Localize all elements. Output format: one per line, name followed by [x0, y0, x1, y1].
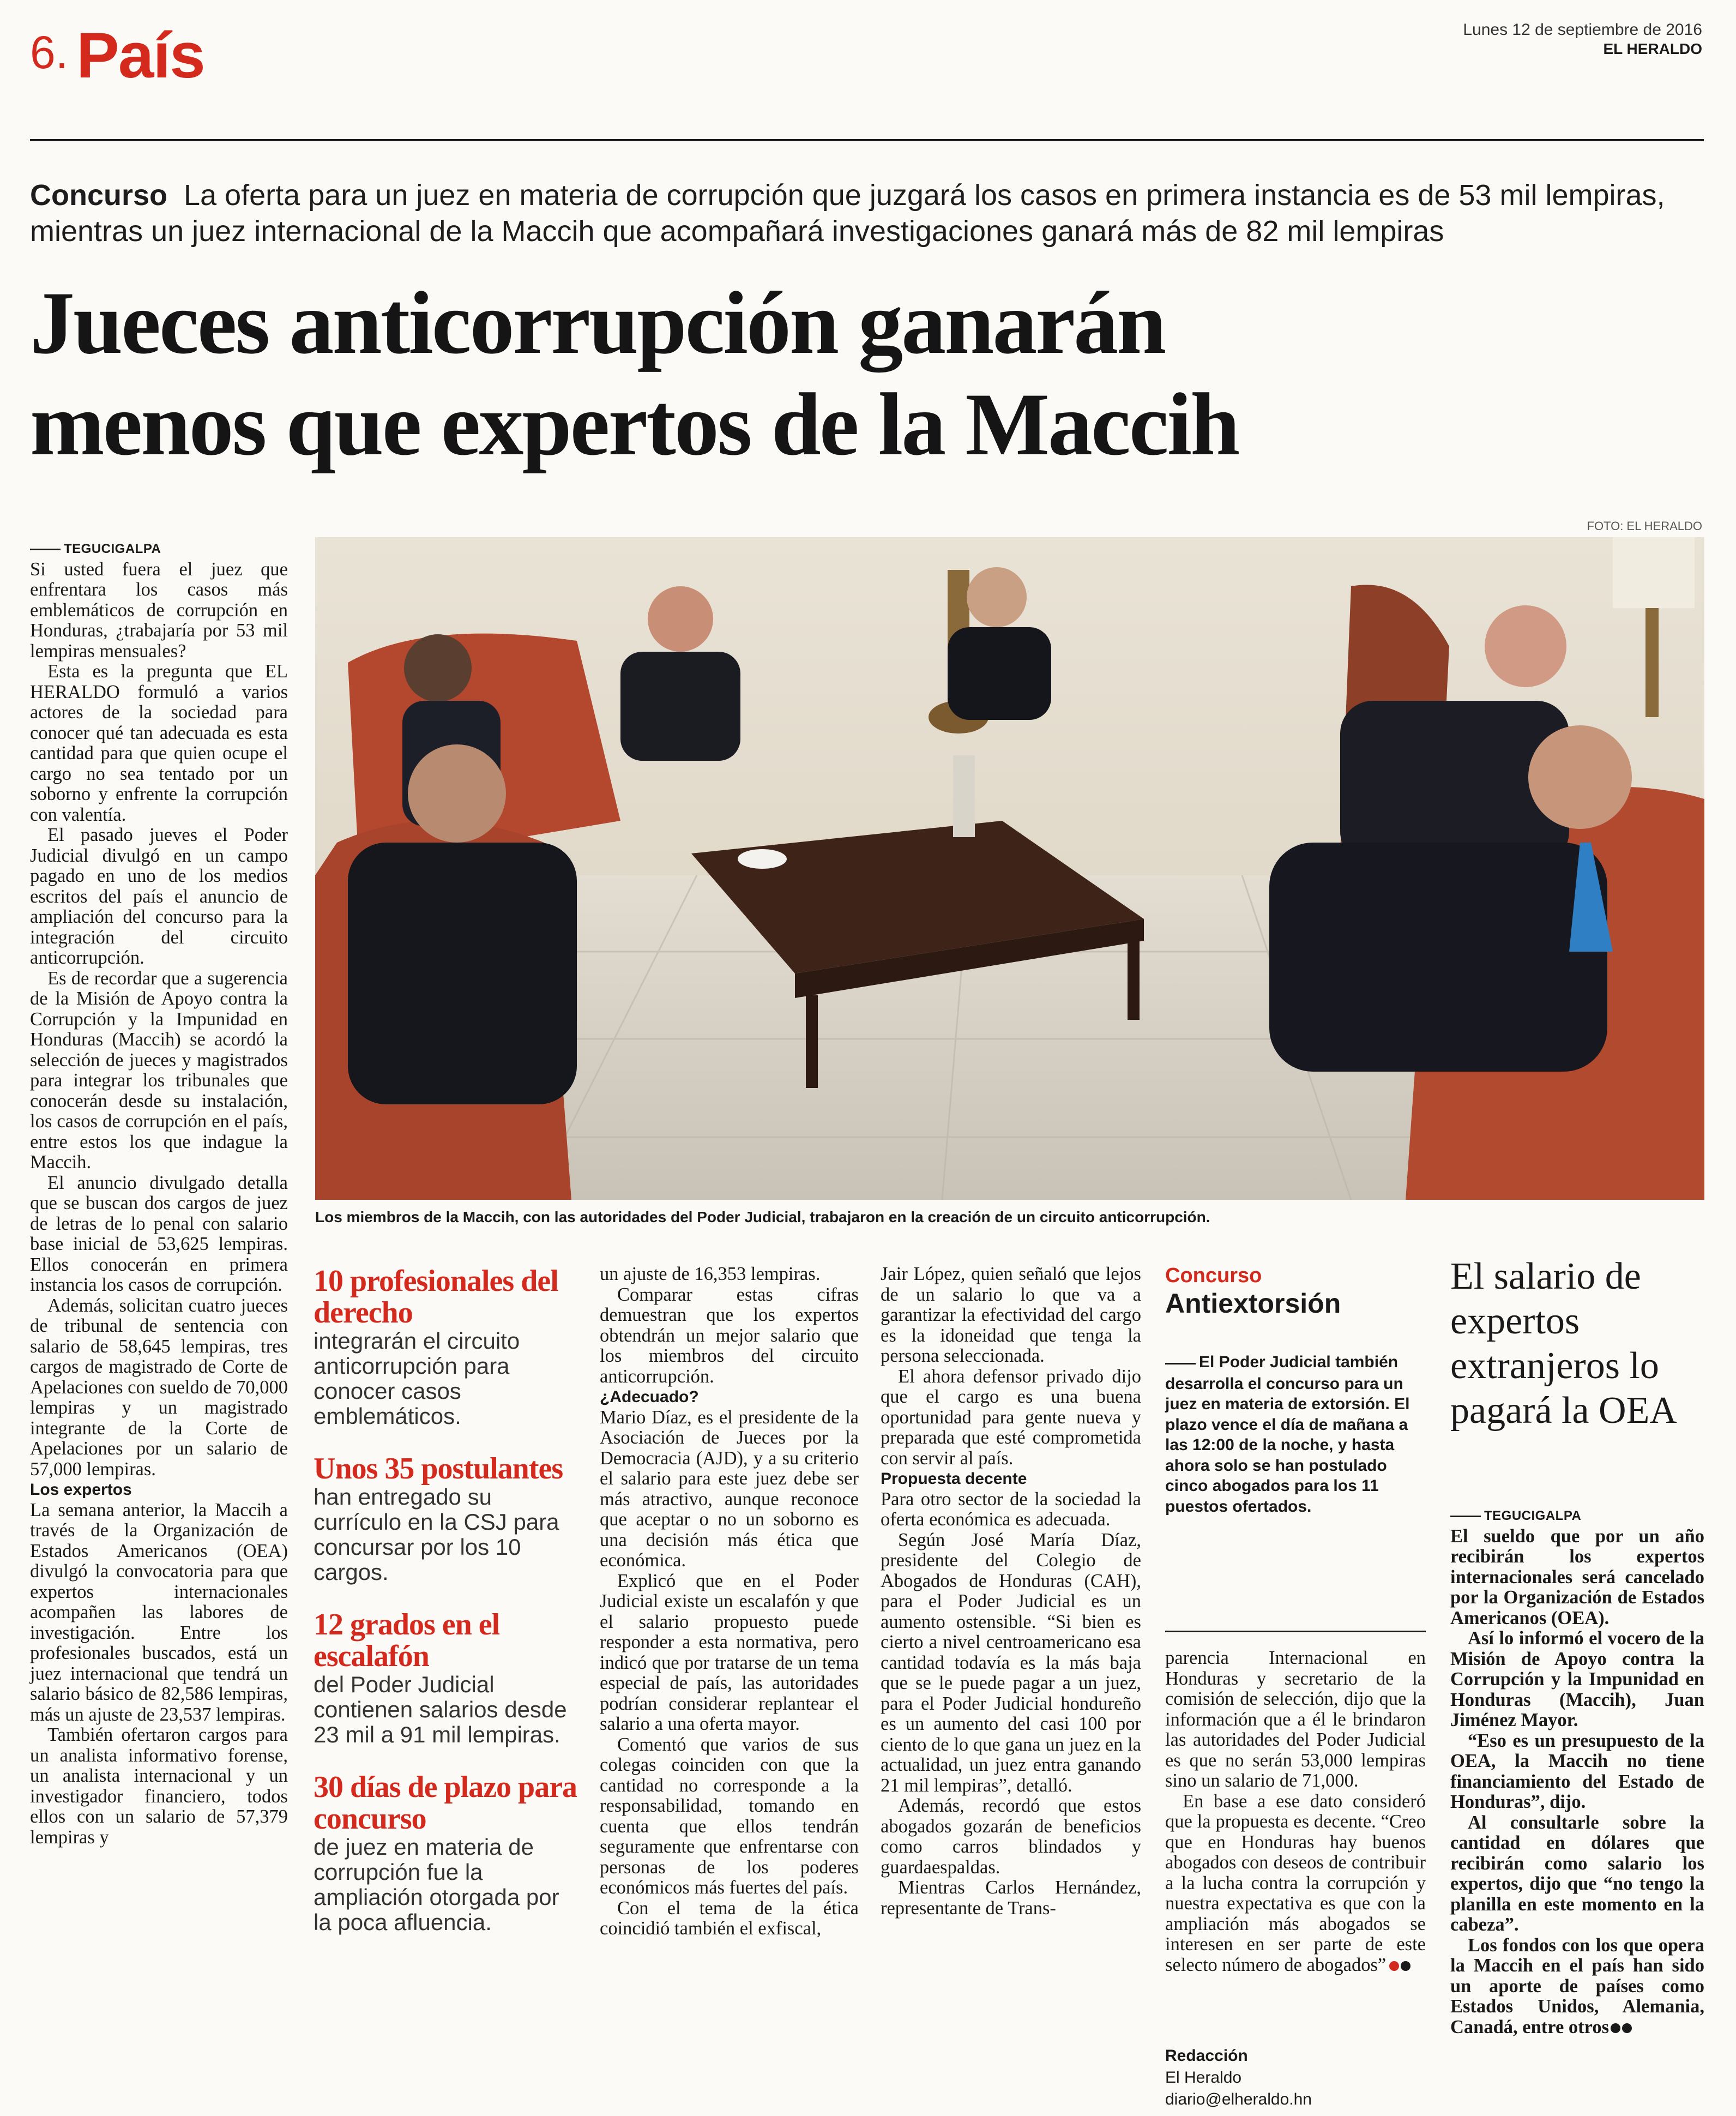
page-number: 6.: [30, 27, 69, 78]
headline-line-1: Jueces anticorrupción ganarán: [30, 274, 1165, 372]
article-paragraph: Jair López, quien señaló que lejos de un salario lo que va a garantizar la efectividad del cargo es la idoneidad que tenga la persona seleccionada.: [881, 1264, 1141, 1366]
article-paragraph: El anuncio divulgado detalla que se buscan dos cargos de juez de letras de lo penal con salario base inicial de 53,625 lempiras. Ellos conocerán en primera instancia los casos de corrupción.: [30, 1172, 288, 1295]
article-paragraph: Para otro sector de la sociedad la oferta económica es adecuada.: [881, 1488, 1141, 1530]
photo-credit: FOTO: EL HERALDO: [1587, 519, 1702, 533]
subhead-los-expertos: Los expertos: [30, 1481, 132, 1499]
meeting-photo-illustration: [315, 537, 1704, 1200]
fact-text: han entregado su currículo en la CSJ para concursar por los 10 cargos.: [314, 1484, 559, 1585]
sidebar-dateline: TEGUCIGALPA: [1450, 1504, 1704, 1526]
article-column-5: [1165, 1648, 1426, 1975]
antiextorsion-rule: [1165, 1631, 1426, 1632]
article-paragraph: Además, recordó que estos abogados gozarán de beneficios como carros blindados y guardaespaldas.: [881, 1795, 1141, 1878]
article-paragraph: Mientras Carlos Hernández, representante de Trans-: [881, 1877, 1141, 1919]
article-paragraph: Esta es la pregunta que EL HERALDO formuló a varios actores de la sociedad para conocer qué tan adecuada es esta cantidad para que quien ocupe el cargo no sea tentado por un soborno y enfrente la corrupción con valentía.: [30, 661, 288, 825]
factbox: [314, 1265, 581, 1959]
article-paragraph: Es de recordar que a sugerencia de la Misión de Apoyo contra la Corrupción y la Impunidad en Honduras (Maccih) se acordó la selección de jueces y magistrados para integrar los tribunales que conocerán desde su instalación, los casos de corrupción en el país, entre estos los que indague la Maccih.: [30, 967, 288, 1173]
kicker-label: Concurso: [30, 179, 168, 212]
newspaper-name: EL HERALDO: [1603, 40, 1702, 57]
end-mark-icon: [1401, 1961, 1410, 1971]
sidebar-paragraph: “Eso es un presupuesto de la OEA, la Maccih no tiene financiamiento del Estado de Honduras”, dijo.: [1450, 1730, 1704, 1812]
byline-email: diario@elheraldo.hn: [1165, 2090, 1312, 2108]
article-paragraph: La semana anterior, la Maccih a través de la Organización de Estados Americanos (OEA) divulgó la convocatoria para que expertos internacionales acompañen las labores de investigación. Entre los profesionales buscados, está un juez internacional que tendrá un salario básico de 82,586 lempiras, más un ajuste de 23,537 lempiras.: [30, 1499, 288, 1725]
section-title: País: [76, 20, 204, 92]
fact-text: del Poder Judicial contienen salarios desde 23 mil a 91 mil lempiras.: [314, 1672, 567, 1747]
fact-title: Unos 35 postulantes: [314, 1452, 563, 1486]
article-paragraph: Con el tema de la ética coincidió también el exfiscal,: [600, 1897, 859, 1939]
article-column-1: [30, 537, 288, 1848]
sidebar-article: [1450, 1504, 1704, 2037]
fact-text: integrarán el circuito anticorrupción para conocer casos emblemáticos.: [314, 1328, 520, 1429]
kicker: [30, 177, 1704, 249]
byline-label: Redacción: [1165, 2047, 1248, 2065]
end-mark-icon: [1611, 2023, 1620, 2033]
article-column-3: [600, 1264, 859, 1939]
article-paragraph: Comentó que varios de sus colegas coinciden con que la cantidad no corresponde a la responsabilidad, tomando en cuenta que ellos tendrán seguramente que enfrentarse con personas de los poderes económicos más fuertes del país.: [600, 1734, 859, 1898]
article-paragraph: En base a ese dato consideró que la propuesta es decente. “Creo que en Honduras hay buenos abogados con deseos de contribuir a la lucha contra la corrupción y nuestra expectativa es que con la ampliación más abogados se interesen en ser parte de este selecto número de abogados”: [1165, 1790, 1426, 1975]
article-paragraph: El ahora defensor privado dijo que el cargo es una buena oportunidad para gente nueva y preparada que esté comprometida con servir al país.: [881, 1366, 1141, 1469]
byline-name: El Heraldo: [1165, 2069, 1242, 2087]
byline: [1165, 2045, 1426, 2111]
photo-caption: Los miembros de la Maccih, con las autoridades del Poder Judicial, trabajaron en la creación de un circuito anticorrupción.: [315, 1209, 1210, 1225]
article-paragraph: También ofertaron cargos para un analista informativo forense, un analista internacional y un investigador financiero, todos ellos con un salario de 57,379 lempiras y: [30, 1724, 288, 1848]
article-paragraph: El pasado jueves el Poder Judicial divulgó en un campo pagado en uno de los medios escritos del país el anuncio de ampliación del concurso para la integración del circuito anticorrupción.: [30, 825, 288, 968]
article-paragraph: Comparar estas cifras demuestran que los expertos obtendrán un mejor salario que los miembros del circuito anticorrupción.: [600, 1284, 859, 1387]
headline-line-2: menos que expertos de la Maccih: [30, 375, 1239, 474]
fact-title: 10 profesionales del derecho: [314, 1264, 558, 1330]
sidebar-paragraph: Los fondos con los que opera la Maccih en el país han sido un aporte de países como Estados Unidos, Alemania, Canadá, entre otros: [1450, 1934, 1704, 2037]
issue-date: Lunes 12 de septiembre de 2016: [1463, 21, 1702, 39]
antiextorsion-box: [1165, 1264, 1426, 1517]
article-column-4: [881, 1264, 1141, 1919]
fact-title: 30 días de plazo para concurso: [314, 1770, 577, 1836]
end-mark-icon: [1622, 2023, 1632, 2033]
sidebar-paragraph: Así lo informó el vocero de la Misión de Apoyo contra la Corrupción y la Impunidad en Honduras (Maccih), Juan Jiménez Mayor.: [1450, 1628, 1704, 1730]
fact-title: 12 grados en el escalafón: [314, 1608, 500, 1673]
article-paragraph: Explicó que en el Poder Judicial existe un escalafón y que el salario propuesto puede responder a esta normativa, pero indicó que por tratarse de un tema especial de país, las autoridades podrían considerar replantear el salario a una oferta mayor.: [600, 1570, 859, 1734]
sidebar-paragraph: Al consultarle sobre la cantidad en dólares que recibirán como salario los expertos, dijo que “no tengo la planilla en este momento en la cabeza”.: [1450, 1812, 1704, 1935]
meeting-photo: [315, 537, 1704, 1200]
headline: [30, 273, 1709, 476]
fact-text: de juez en materia de corrupción fue la ampliación otorgada por la poca afluencia.: [314, 1834, 559, 1935]
article-paragraph: Mario Díaz, es el presidente de la Asociación de Jueces por la Democracia (AJD), y a su criterio el salario para este juez debe ser más atractivo, aunque reconoce que aceptar o no un soborno es una decisión más ética que económica.: [600, 1406, 859, 1571]
article-paragraph: parencia Internacional en Honduras y secretario de la comisión de selección, dijo que la información que a él le brindaron las autoridades del Poder Judicial es que no serán 53,000 lempiras sino un salario de 71,000.: [1165, 1648, 1426, 1791]
antiextorsion-body: El Poder Judicial también desarrolla el concurso para un juez en materia de extorsión. El plazo vence el día de mañana a las 12:00 de la noche, y hasta ahora solo se han postulado cinco abogados para los 11 puestos ofertados.: [1165, 1353, 1410, 1516]
article-paragraph: Además, solicitan cuatro jueces de tribunal de sentencia con salario de 58,645 lempiras, tres cargos de magistrado de Corte de Apelaciones con sueldo de 70,000 lempiras y un magistrado integrante de la Corte de Apelaciones por un salario de 57,000 lempiras.: [30, 1295, 288, 1480]
article-dateline: TEGUCIGALPA: [30, 537, 288, 560]
kicker-text: La oferta para un juez en materia de corrupción que juzgará los casos en primera instancia es de 53 mil lempiras, mientras un juez internacional de la Maccih que acompañará investigaciones ganará más de 82 mil lempiras: [30, 179, 1665, 248]
sidebar-paragraph: El sueldo que por un año recibirán los expertos internacionales será cancelado por la Organización de Estados Americanos (OEA).: [1450, 1525, 1704, 1628]
antiextorsion-kicker: Concurso: [1165, 1264, 1262, 1287]
sidebar-headline: El salario de expertos extranjeros lo pagará la OEA: [1450, 1255, 1677, 1432]
subhead-propuesta-decente: Propuesta decente: [881, 1470, 1027, 1488]
article-paragraph: Si usted fuera el juez que enfrentara los casos más emblemáticos de corrupción en Honduras, ¿trabajaría por 53 mil lempiras mensuales?: [30, 558, 288, 662]
subhead-adecuado: ¿Adecuado?: [600, 1388, 699, 1406]
header-rule: [30, 139, 1704, 141]
antiextorsion-title: Antiextorsión: [1165, 1288, 1341, 1319]
article-paragraph: un ajuste de 16,353 lempiras.: [600, 1264, 821, 1284]
end-mark-icon: [1389, 1961, 1399, 1971]
article-paragraph: Según José María Díaz, presidente del Colegio de Abogados de Honduras (CAH), para el Poder Judicial es un aumento ostensible. “Si bien es cierto a nivel centroamericano esa cantidad todavía es la más baja que se le puede pagar a un juez, para el Poder Judicial hondureño es un aumento del casi 100 por ciento de lo que gana un juez en la actualidad, un juez entra ganando 21 mil lempiras”, detalló.: [881, 1529, 1141, 1796]
